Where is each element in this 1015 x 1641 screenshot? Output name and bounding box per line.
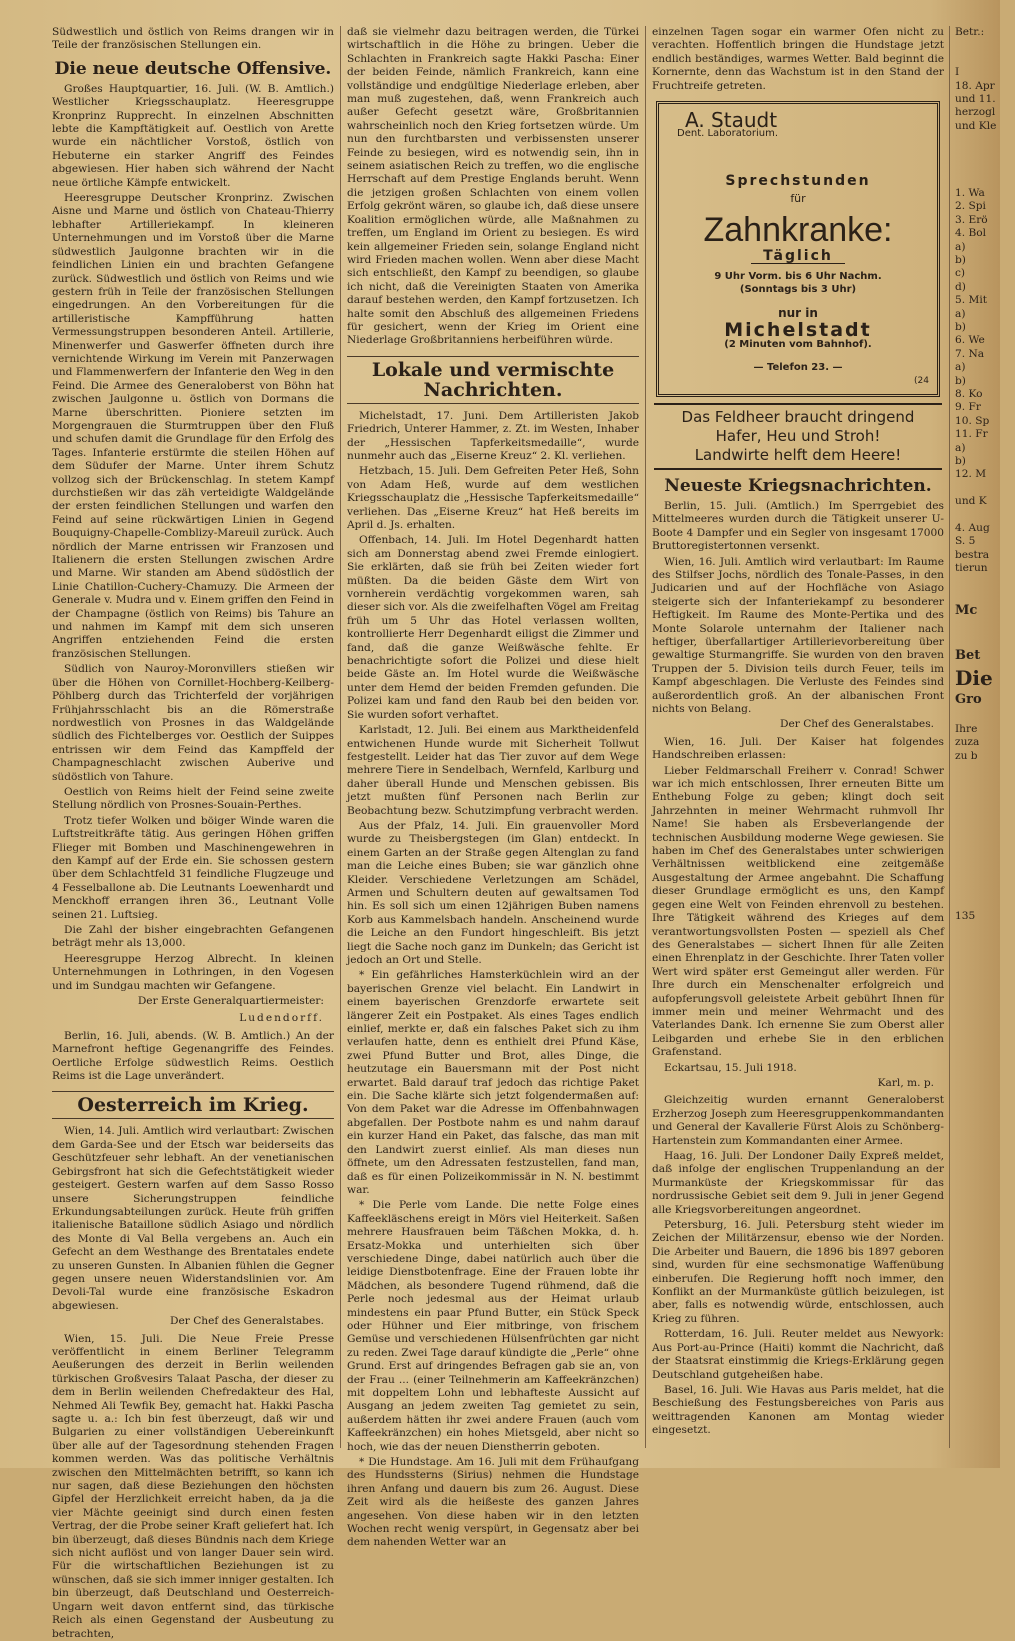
article-text: Heeresgruppe Herzog Albrecht. In kleinen Unternehmungen in Lothringen, in den Vogesen und im Sundgau machten wir Gefangene. bbox=[52, 952, 334, 992]
article-text: Rotterdam, 16. Juli. Reuter meldet aus Newyork: Aus Port-au-Prince (Haiti) kommt die Nachricht, daß der Staatsrat einstimmig die Kriegs-Erklärung gegen Deutschland gutgeheißen habe. bbox=[652, 1328, 944, 1381]
edge-line bbox=[955, 53, 1015, 66]
column-divider bbox=[645, 26, 646, 1448]
edge-line: 8. Ko bbox=[955, 387, 983, 400]
headline-offensive: Die neue deutsche Offensive. bbox=[54, 58, 332, 79]
edge-line: d) bbox=[955, 280, 966, 293]
edge-line: Die bbox=[955, 666, 993, 691]
edge-line: b) bbox=[955, 374, 966, 387]
ad-location-note: (2 Minuten vom Bahnhof). bbox=[724, 338, 872, 350]
article-text: Offenbach, 14. Juli. Im Hotel Degenhardt hatten sich am Donnerstag abend zwei Fremde einlogiert. Sie erklärten, daß sie früh bei Zeiten wieder fort müßten. Da die beiden Gäste dem Wirt von vornherein verdächtig vorgekommen waren, sah dieser sich vor. Als die zweifelhaften Vögel am Freitag früh um 5 Uhr das Hotel verlassen wollten, kontrollierte Herr Degenhardt eiligst die Zimmer und fand, daß die ganze Weißwäsche fehlte. Er benachrichtigte sofort die Polizei und diese hielt beide Gäste an. Im Hotel wurde die Weißwäsche unter dem Hemd der beiden Fremden gefunden. Die Polizei kam und fand den Raub bei den beiden vor. Sie wurden sofort verhaftet. bbox=[347, 534, 639, 721]
article-text: Heeresgruppe Deutscher Kronprinz. Zwischen Aisne und Marne und östlich von Chateau-Thierry lebhafter Artilleriekampf. In kleineren Unternehmungen und im Vorstoß über die Marne südwestlich Jaulgonne brachten wir in die feindlichen Linien ein und brachten Gefangene zurück. Südwestlich und östlich von Reims und wie gestern früh in Teile der französischen Stellungen eingedrungen. An den Vorbereitungen für die artilleristische Kampfführung hatten Vermessungstruppen besonderen Anteil. Artillerie, Minenwerfer und Gaswerfer öffneten durch ihre vernichtende Wirkung im Verein mit Panzerwagen und Flammenwerfern der Infanterie den Weg in den Feind. Die Armee des Generaloberst von Böhn hat zwischen Jaulgonne u. östlich von Dormans die Marne überschritten. Pioniere setzten im Morgengrauen die Sturmtruppen über den Fluß und schufen damit die Grundlage für den Erfolg des Tages. Infanterie erstürmte die steilen Höhen auf dem Südufer der Marne. Unter ihrem Schutz vollzog sich der Brückenschlag. In stetem Kampf durchstießen wir das zäh verteidigte Waldgelände der ersten feindlichen Stellungen und warfen den Feind auf seine rückwärtigen Linien in Gegend Bouquigny-Chapelle-Comblizy-Mareuil zurück. Auch nördlich der Marne entrissen wir Franzosen und Italienern die ersten Stellungen zwischen Ardre und Marne. Wir standen am Abend südöstlich der Linie Chatillon-Cuchery-Chamuzy. Die Armeen der Generale v. Mudra und v. Einem griffen den Feind in der Champagne (östlich von Reims) bis Tahure an und nahmen im Kampf mit dem sich unseren Angriffen entziehenden Feind die ersten französischen Stellungen. bbox=[52, 192, 334, 660]
edge-line: 7. Na bbox=[955, 347, 985, 360]
column-4-edge bbox=[955, 26, 1015, 1456]
edge-line bbox=[955, 589, 1015, 602]
edge-line: herzogl bbox=[955, 106, 996, 119]
article-text: Berlin, 16. Juli, abends. (W. B. Amtlich.) An der Marnefront heftige Gegenangriffe des Feindes. Oertliche Erfolge südwestlich Reims. Oestlich Reims ist die Lage unverändert. bbox=[52, 1029, 334, 1083]
edge-line bbox=[955, 830, 1015, 843]
headline-lokale: Lokale und vermischte Nachrichten. bbox=[347, 356, 639, 404]
edge-line bbox=[955, 39, 1015, 52]
edge-line bbox=[955, 763, 1015, 776]
article-text: Haag, 16. Juli. Der Londoner Daily Expreß meldet, daß infolge der englischen Truppenlandung an der Murmanküste der Kriegskommissar für das nordrussische Gebiet seit dem 9. Juli in jener Gegend alle Kriegsvorbereitungen angeordnet. bbox=[652, 1150, 944, 1216]
article-text: Hetzbach, 15. Juli. Dem Gefreiten Peter Heß, Sohn von Adam Heß, wurde auf dem westlichen Kriegsschauplatz die „Hessische Tapferkeitsmedaille“ verliehen. Das „Eiserne Kreuz“ hat Heß bereits im April d. Js. erhalten. bbox=[347, 465, 639, 531]
edge-line: 10. Sp bbox=[955, 414, 990, 427]
article-text: einzelnen Tagen sogar ein warmer Ofen nicht zu verachten. Hoffentlich bringen die Hundstage jetzt endlich beständiges, warmes Wetter. Bald beginnt die Kornernte, denn das Wachstum ist in den Stand der Fruchtreife getreten. bbox=[652, 26, 944, 92]
article-text: Wien, 14. Juli. Amtlich wird verlautbart: Zwischen dem Garda-See und der Etsch war beiderseits das Geschützfeuer sehr lebhaft. An der venetianischen Gebirgsfront hat sich die Gefechtstätigkeit wieder gesteigert. Gestern warfen auf dem Sasso Rosso unsere Sicherungstruppen feindliche Erkundungsabteilungen zurück. Heute früh griffen italienische Bataillone südlich Asiago und nördlich des Monte di Val Bella vergebens an. Auch ein Gefecht an dem Westhange des Brentatales endete zu unseren Gunsten. In Albanien fühlen die Gegner gegen unsere neuen Widerstandslinien vor. Am Devoli-Tal wurde eine französische Eskadron abgewiesen. bbox=[52, 1125, 334, 1312]
article-text: Petersburg, 16. Juli. Petersburg steht wieder im Zeichen der Militärzensur, ebenso wie der Norden. Die Arbeiter und Bauern, die 1896 bis 1897 geboren sind, wurden für eine sechsmonatige Waffenübung einberufen. Die Regierung hofft noch immer, den Konflikt an der Murmanküste gütlich beizulegen, ist aber, falls es notwendig würde, entschlossen, auch Krieg zu führen. bbox=[652, 1219, 944, 1325]
edge-line: tierun bbox=[955, 562, 988, 575]
edge-line bbox=[955, 884, 1015, 897]
edge-line bbox=[955, 620, 1015, 633]
edge-line: b) bbox=[955, 253, 966, 266]
edge-line: 11. Fr bbox=[955, 428, 988, 441]
edge-line: a) bbox=[955, 240, 966, 253]
edge-line: 1. Wa bbox=[955, 186, 985, 199]
edge-line: Bet bbox=[955, 648, 981, 664]
article-text: Michelstadt, 17. Juni. Dem Artilleristen Jakob Friedrich, Unterer Hammer, z. Zt. im Westen, Inhaber der „Hessischen Tapferkeitsmedaille“, wurde nunmehr auch das „Eiserne Kreuz“ 2. Kl. verliehen. bbox=[347, 409, 639, 462]
edge-line bbox=[955, 709, 1015, 722]
edge-line bbox=[955, 857, 1015, 870]
article-text: Eckartsau, 15. Juli 1918. bbox=[664, 1061, 797, 1074]
edge-line bbox=[955, 843, 1015, 856]
signature: Karl, m. p. bbox=[877, 1076, 934, 1089]
edge-line: 18. Apr bbox=[955, 79, 995, 92]
ad-code: (24 bbox=[914, 375, 929, 386]
ad-nur-in: nur in bbox=[778, 305, 818, 320]
ad-fuer: für bbox=[790, 192, 806, 206]
article-text: Südlich von Nauroy-Moronvillers stießen wir über die Höhen von Cornillet-Hochberg-Keilberg-Pöhlberg durch das Trichterfeld der vorjährigen Frühjahrsschlacht bis an die Römerstraße nordwestlich von Prosnes in das Waldgelände südlich des Fichtelberges vor. Oestlich der Suippes entrissen wir dem Feind das Kampffeld der Champagneschlacht zwischen Auberive und südöstlich von Tahure. bbox=[52, 663, 334, 783]
edge-line: zu b bbox=[955, 749, 978, 762]
signature: Der Chef des Generalstabes. bbox=[780, 718, 934, 731]
article-text: Südwestlich und östlich von Reims drangen wir in Teile der französischen Stellungen ein. bbox=[52, 26, 334, 52]
ad-telephone: — Telefon 23. — bbox=[753, 362, 843, 374]
ad-zahnkranke: Zahnkranke: bbox=[703, 210, 893, 249]
column-1 bbox=[52, 26, 334, 1640]
ad-sprechstunden: Sprechstunden bbox=[725, 172, 871, 189]
edge-line: 12. M bbox=[955, 468, 987, 481]
edge-line: 135 bbox=[955, 910, 976, 923]
edge-line: b) bbox=[955, 455, 966, 467]
edge-line: 9. Fr bbox=[955, 401, 981, 414]
column-divider bbox=[340, 26, 341, 1448]
column-divider bbox=[949, 26, 950, 1448]
column-3 bbox=[652, 26, 944, 1456]
ad-taeglich: Täglich bbox=[751, 250, 845, 264]
edge-line: und K bbox=[955, 495, 987, 508]
article-text: Gleichzeitig wurden ernannt Generaloberst Erzherzog Joseph zum Heeresgruppenkommandanten und General der Kavallerie Fürst Alois zu Schönberg-Hartenstein zum Kommandanten einer Armee. bbox=[652, 1094, 944, 1147]
article-text: Basel, 16. Juli. Wie Havas aus Paris meldet, hat die Beschießung des Festungsbereiches von Paris aus weittragenden Kanonen am Montag wieder eingesetzt. bbox=[652, 1383, 944, 1437]
edge-line bbox=[955, 776, 1015, 789]
dentist-advertisement bbox=[656, 101, 940, 397]
ad-town: Michelstadt bbox=[724, 319, 872, 342]
edge-line: 3. Erö bbox=[955, 213, 988, 226]
signature: Der Erste Generalquartiermeister: bbox=[137, 995, 324, 1008]
article-text: Karlstadt, 12. Juli. Bei einem aus Marktheidenfeld entwichenen Hunde wurde mit Sicherheit Tollwut festgestellt. Leider hat das Tier zuvor auf dem Wege mehrere Tiere in Sendelbach, Wernfeld, Karlburg und daher überall Hunde und Menschen gebissen. Bis jetzt mußten fünf Personen nach Berlin zur Beobachtung bezw. Schutzimpfung verbracht werden. bbox=[347, 724, 639, 817]
edge-line bbox=[955, 160, 1015, 173]
edge-line: Mc bbox=[955, 603, 978, 619]
edge-line bbox=[955, 870, 1015, 883]
edge-line bbox=[955, 482, 1015, 495]
edge-line: I bbox=[955, 66, 960, 79]
edge-line: 5. Mit bbox=[955, 294, 987, 307]
notice-line: Landwirte helft dem Heere! bbox=[694, 445, 902, 464]
edge-line: und Kle bbox=[955, 119, 997, 132]
notice-line: Hafer, Heu und Stroh! bbox=[715, 426, 881, 445]
article-text: * Ein gefährliches Hamsterküchlein wird an der bayerischen Grenze viel belacht. Ein Landwirt in einem bayerischen Grenzdorfe erwartete seit längerer Zeit ein Postpaket. Als eines Tages endlich einlief, merkte er, daß ein falsches Paket sich zu ihm verlaufen hatte, denn es enthielt drei Pfund Käse, zwei Pfund Butter und Brot, alles Dinge, die heutzutage ein Bauersmann mit der Post nicht erwartet. Bald darauf traf jedoch das richtige Paket ein. Die Sache klärte sich jetzt folgendermaßen auf: Von dem Paket war die Adresse im Offenbahnwagen abgefallen. Der Postbote nahm es und nahm darauf ein kurzer Hand ein Paket, das falsche, das man mit den Landwirt zuerst einlief. Als man dieses nun öffnete, um den Adressaten festzustellen, fand man, daß es für einen Polizeikommissär in N. N. bestimmt war. bbox=[347, 969, 639, 1196]
edge-line: 4. Bol bbox=[955, 227, 987, 240]
edge-line: a) bbox=[955, 441, 966, 454]
edge-line: b) bbox=[955, 320, 966, 333]
ad-hours: 9 Uhr Vorm. bis 6 Uhr Nachm. bbox=[714, 271, 882, 283]
ad-hours-sunday: (Sonntags bis 3 Uhr) bbox=[739, 284, 857, 296]
article-text: daß sie vielmehr dazu beitragen werden, die Türkei wirtschaftlich in die Höhe zu bringen. Ueber die Schlachten in Frankreich sagte Hakki Pascha: Einer der beiden Feinde, nämlich Frankreich, kann eine vollständige und endgültige Niederlage erleben, aber man muß zugestehen, daß, wenn Frankreich auch außer Gefecht gesetzt wäre, Großbritannien wahrscheinlich noch den Krieg fortsetzen würde. Um nun den furchtbarsten und verbissensten unserer Feinde zu besiegen, wird es notwendig sein, ihn in seinem asiatischen Reich zu treffen, wo die englische Herrschaft auf dem Prestige Englands beruht. Wenn die jetzigen großen Schlachten von einem vollen Erfolg gekrönt wären, so glaube ich, daß diese unsere Koalition ermöglichen würde, alle Maßnahmen zu treffen, um England im Orient zu besiegen. Es wird kein allgemeiner Frieden sein, solange England nicht wird Frieden machen wollen. Wenn aber diese Macht sich entschließt, den Kampf zu beendigen, so glaube ich nicht, daß die Vereinigten Staaten von Amerika darauf bestehen werden, den Kampf fortzusetzen. Ich halte somit den Abschluß des allgemeinen Friedens für gesichert, wenn der Krieg im Orient eine Niederlage Großbritanniens herbeiführen würde. bbox=[347, 26, 639, 347]
edge-line bbox=[955, 133, 1015, 146]
edge-line: Betr.: bbox=[955, 26, 985, 38]
article-text: Trotz tiefer Wolken und böiger Winde waren die Luftstreitkräfte tätig. Aus geringen Höhen griffen Flieger mit Bomben und Maschinengewehren in den Kampf auf der Erde ein. Sie schossen gestern über dem Schlachtfeld 31 feindliche Flugzeuge und 4 Fesselballone ab. Die Leutnants Loewenhardt und Menckhoff errangen ihren 36., Leutnant Volle seinen 21. Luftsieg. bbox=[52, 814, 334, 921]
edge-line: Gro bbox=[955, 692, 982, 708]
edge-line: 4. Aug bbox=[955, 522, 990, 535]
article-text: Oestlich von Reims hielt der Feind seine zweite Stellung nördlich von Prosnes-Souain-Perthes. bbox=[52, 785, 334, 812]
headline-kriegsnachrichten: Neueste Kriegsnachrichten. bbox=[664, 475, 932, 496]
article-text: Aus der Pfalz, 14. Juli. Ein grauenvoller Mord wurde zu Theisbergstegen (im Glan) entdeckt. In einem Garten an der Straße gegen Altenglan zu fand man die Leiche eines Buben; sie war gänzlich ohne Kleider. Verschiedene Verletzungen am Schädel, Armen und Schultern deuten auf gewaltsamen Tod hin. Es soll sich um einen 12jährigen Buben namens Korb aus Kammelsbach handeln. Anscheinend wurde die Leiche an den Fundort hingeschleift. Bis jetzt liegt die Sache noch ganz im Dunkeln; das Gericht ist jedoch an Ort und Stelle. bbox=[347, 819, 639, 966]
article-text: * Die Perle vom Lande. Die nette Folge eines Kaffeekläschens ereigt in Mörs viel Heiterkeit. Saßen mehrere Hausfrauen beim Täßchen Mokka, d. h. Ersatz-Mokka und unterhielten sich über verschiedene Dinge, dabei natürlich auch über die leidige Dienstbotenfrage. Eine der Frauen lobte ihr Mädchen, als besondere Tugend rühmend, daß die Perle noch jedesmal aus der Heimat urlaub mindestens ein paar Pfund Butter, ein Stück Speck oder Hühner und Eier mitbringe, von frischem Gemüse und verschiedenen Hülsenfrüchten gar nicht zu reden. Zwei Tage darauf kündigte die „Perle“ ohne Grund. Erst auf dringendes Befragen gab sie an, von der Frau ... (einer Teilnehmerin am Kaffeekränzchen) mit doppeltem Lohn und lebhafteste Aussicht auf Ausgang an jedem zweiten Tag gemietet zu sein, außerdem hätten ihr zwei andere Frauen (auch vom Kaffeekränzchen) ein hohes Mietsgeld, aber nicht so hoch, wie das der neuen Dienstherrin geboten. bbox=[347, 1199, 639, 1453]
article-text: * Die Hundstage. Am 16. Juli mit dem Frühaufgang des Hundssterns (Sirius) nehmen die Hundstage ihren Anfang und dauern bis zum 26. August. Diese Zeit wird als die heißeste des ganzen Jahres angesehen. Von diese haben wir in den letzten Wochen recht wenig verspürt, in Gegensatz aber bei dem nahenden Wetter war an bbox=[347, 1456, 639, 1549]
edge-line bbox=[955, 147, 1015, 160]
article-text: Lieber Feldmarschall Freiherr v. Conrad! Schwer war ich mich entschlossen, Ihrer erneuten Bitte um Enthebung Folge zu geben; klingt doch seit Jahrzehnten in meiner Wehrmacht ruhmvoll Ihr Name! Sie haben als Ersbeverlangende der technischen Ausbildung moderne Wege gewiesen. Sie haben im Chef des Generalstabes unter schwierigen Verhältnissen weitblickend eine zeitgemäße Ausgestaltung der Armee angebahnt. Die Schaffung dieser Grundlage ermöglicht es uns, den Kampf gegen eine Welt von Feinden ehrenvoll zu bestehen. Ihre Tätigkeit während des Krieges auf dem verantwortungsvollsten Posten — speziell als Chef des Generalstabes — sichert Ihnen für alle Zeiten einen Ehrenplatz in der Geschichte. Ihrer Taten voller Wert wird später erst Gemeingut aller werden. Für Ihre durch ein Menschenalter erfolgreich und aufopferungsvoll geleistete Arbeit gebührt Ihnen für immer mein und meiner Wehrmacht und des Vaterlandes Dank. Ich ernenne Sie zum Oberst aller Leibgarden und erhebe Sie in den erblichen Grafenstand. bbox=[652, 764, 944, 1059]
column-2 bbox=[347, 26, 639, 1549]
article-text: Wien, 16. Juli. Der Kaiser hat folgendes Handschreiben erlassen: bbox=[652, 735, 944, 762]
edge-line: zuza bbox=[955, 736, 980, 749]
edge-line bbox=[955, 817, 1015, 830]
ad-business-name: A. Staudt bbox=[685, 108, 778, 133]
edge-line: 6. We bbox=[955, 334, 985, 347]
edge-line bbox=[955, 634, 1015, 647]
edge-line: und 11. bbox=[955, 93, 996, 106]
article-text: Berlin, 15. Juli. (Amtlich.) Im Sperrgebiet des Mittelmeeres wurden durch die Tätigkeit unserer U-Boote 4 Dampfer und ein Segler von insgesamt 17000 Bruttoregistertonnen versenkt. bbox=[652, 499, 944, 553]
article-text: Großes Hauptquartier, 16. Juli. (W. B. Amtlich.) Westlicher Kriegsschauplatz. Heeresgruppe Kronprinz Rupprecht. In einzelnen Abschnitten lebte die Kampftätigkeit auf. Oestlich von Arette wurde ein nächtlicher Vorstoß, östlich von Hebuterne ein starker Angriff des Feindes abgewiesen. Hier haben sich während der Nacht neue örtliche Kämpfe entwickelt. bbox=[52, 82, 334, 189]
edge-line: c) bbox=[955, 267, 966, 280]
edge-line bbox=[955, 803, 1015, 816]
edge-line bbox=[955, 173, 1015, 186]
edge-line bbox=[955, 790, 1015, 803]
signature: Ludendorff. bbox=[239, 1012, 324, 1025]
article-text: Die Zahl der bisher eingebrachten Gefangenen beträgt mehr als 13,000. bbox=[52, 924, 334, 950]
notice-line: Das Feldheer braucht dringend bbox=[681, 407, 915, 426]
edge-line: 2. Spi bbox=[955, 200, 986, 213]
feldheer-notice bbox=[654, 403, 942, 470]
edge-line bbox=[955, 897, 1015, 910]
edge-line: bestra bbox=[955, 548, 990, 561]
edge-line: a) bbox=[955, 361, 966, 374]
article-text: Wien, 16. Juli. Amtlich wird verlautbart: Im Raume des Stilfser Jochs, nördlich des Tonale-Passes, in den Judicarien und auf der Hochfläche von Asiago steigerte sich der Infanteriekampf zu besonderer Heftigkeit. Im Raume des Monte-Pertika und des Monte Solarole unternahm der Italiener nach heftiger, überfallartiger Artillerievorbereitung über gewaltige Sturmangriffe. Sie wurden von den braven Truppen der 5. Division teils durch Feuer, teils im Kampf abgeschlagen. Die Verluste des Feindes sind außerordentlich groß. An der albanischen Front nichts von Belang. bbox=[652, 555, 944, 715]
edge-line: a) bbox=[955, 307, 966, 320]
edge-line bbox=[955, 576, 1015, 589]
edge-text bbox=[955, 26, 1015, 924]
signature: Der Chef des Generalstabes. bbox=[170, 1315, 324, 1328]
article-text: Wien, 15. Juli. Die Neue Freie Presse veröffentlicht in einem Berliner Telegramm Aeußerungen des derzeit in Berlin weilenden türkischen Großvesirs Talaat Pascha, der dieser zu dem in Berlin weilenden Chefredakteur des Hal, Nehmed Ali Tewfik Bey, gemacht hat. Hakki Pascha sagte u. a.: Ich bin fest überzeugt, daß wir und Bulgarien zu einer vollständigen Uebereinkunft über alle auf der Tagesordnung stehenden Fragen kommen werden. Was das politische Verhältnis zwischen den Mittelmächten betrifft, so kann ich nur sagen, daß diese Beziehungen den höchsten Gipfel der Herzlichkeit erreicht haben, da ja die vier Mächte geeinigt sind durch einen festen Vertrag, der die Probe seiner Kraft geliefert hat. Ich bin überzeugt, daß dieses Bündnis nach dem Kriege sich nicht auflöst und von langer Dauer sein wird. Für die wirtschaftlichen Beziehungen ist zu wünschen, daß sie sich immer inniger gestalten. Ich bin überzeugt, daß Deutschland und Oesterreich-Ungarn weit davon entfernt sind, das türkische Reich als einen Gegenstand der Ausbeutung zu betrachten, bbox=[52, 1332, 334, 1640]
edge-line: S. 5 bbox=[955, 535, 976, 548]
headline-oesterreich: Oesterreich im Krieg. bbox=[52, 1091, 334, 1119]
edge-line: Ihre bbox=[955, 722, 978, 735]
ad-business-type: Dent. Laboratorium. bbox=[677, 128, 779, 140]
edge-line bbox=[955, 509, 1015, 522]
